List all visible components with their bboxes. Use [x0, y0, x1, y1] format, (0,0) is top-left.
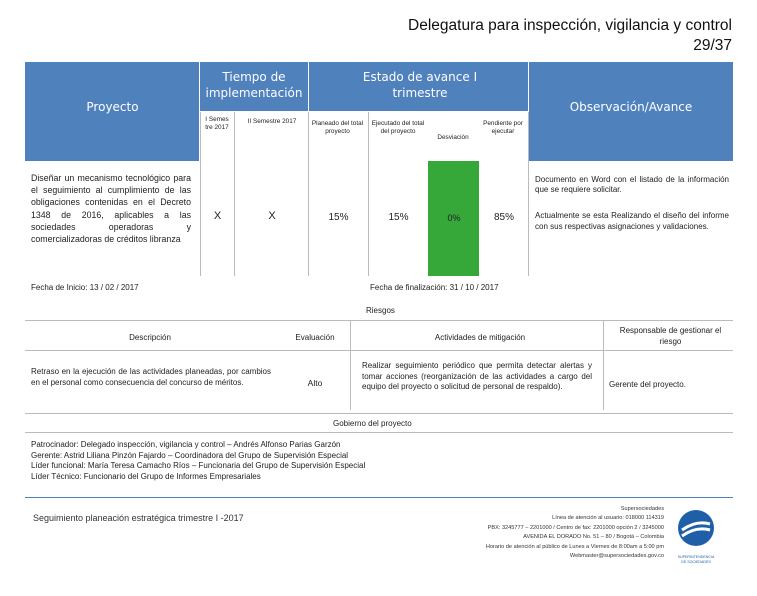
- gobierno-title: Gobierno del proyecto: [333, 419, 412, 428]
- riesgos-col-evaluacion: Evaluación: [295, 333, 335, 342]
- riesgo-evaluacion: Alto: [307, 378, 323, 388]
- sub-planeado: Planeado del total proyecto: [311, 120, 364, 136]
- footer-left-text: Seguimiento planeación estratégica trimestre I -2017: [33, 513, 244, 523]
- planeado-value: 15%: [328, 212, 349, 223]
- sub-semestre1: I Semes tre 2017: [205, 116, 229, 132]
- riesgos-col-responsable: Responsable de gestionar el riesgo: [619, 326, 722, 346]
- col-observacion: Observación/Avance: [569, 100, 693, 114]
- footer-line-3: PBX: 3245777 – 2201000 / Centro de fax: 2201000 opción 2 / 3245000: [487, 524, 664, 531]
- observacion-1: Documento en Word con el listado de la información que se requiere solicitar.: [535, 175, 729, 194]
- sub-pendiente: Pendiente por ejecutar: [483, 120, 523, 136]
- riesgo-actividades: Realizar seguimiento periódico que permita detectar alertas y tomar acciones (reorganización de las actividades a cargo del equipo del proyecto o solicitud de personal de respaldo).: [362, 361, 592, 391]
- sub-semestre2: II Semestre 2017: [247, 118, 297, 125]
- footer-line-6: Webmaster@supersociedades.gov.co: [569, 553, 664, 560]
- gobierno-gerente: Gerente: Astrid Liliana Pinzón Fajardo – Coordinadora del Grupo de Supervisión Especial: [31, 450, 349, 460]
- sub-desviacion: Desviación: [437, 134, 469, 141]
- riesgo-responsable: Gerente del proyecto.: [609, 380, 686, 389]
- gobierno-lider-tecnico: Líder Técnico: Funcionario del Grupo de Informes Empresariales: [31, 471, 261, 481]
- footer-line-2: Línea de atención al usuario: 018000 114319: [552, 515, 664, 522]
- gobierno-list: [31, 440, 365, 482]
- fecha-inicio: Fecha de Inicio: 13 / 02 / 2017: [31, 283, 139, 292]
- col-estado: Estado de avance I trimestre: [362, 70, 478, 100]
- sub-ejecutado: Ejecutado del total del proyecto: [371, 120, 425, 136]
- footer-line-4: AVENIDA EL DORADO No. 51 – 80 / Bogotá – Colombia: [523, 534, 664, 541]
- logo-icon: [672, 508, 720, 550]
- desviacion-value: 0%: [447, 213, 461, 223]
- col-proyecto: Proyecto: [86, 100, 139, 114]
- footer-line: [25, 497, 733, 498]
- project-description: Diseñar un mecanismo tecnológico para el seguimiento al cumplimiento de las obligaciones contenidas en el Decreto 1348 de 2016, aplicables a las sociedades operadoras y comercializadoras de créditos libranza: [31, 173, 191, 245]
- title-text: Delegatura para inspección, vigilancia y control: [408, 17, 732, 34]
- logo-text-1: SUPERINTENDENCIA: [677, 555, 715, 559]
- sem2-mark: X: [268, 210, 276, 222]
- logo-text-2: DE SOCIEDADES: [681, 560, 711, 564]
- riesgos-title: Riesgos: [366, 306, 395, 315]
- page-number: 29/37: [693, 37, 732, 54]
- riesgos-col-descripcion: Descripción: [129, 333, 171, 342]
- gobierno-patrocinador: Patrocinador: Delegado inspección, vigilancia y control – Andrés Alfonso Parias Garzón: [31, 440, 341, 449]
- riesgo-descripcion: Retraso en la ejecución de las actividades planeadas, por cambios en el personal como consecuencia del concurso de méritos.: [31, 367, 271, 387]
- observacion-2: Actualmente se esta Realizando el diseño del informe con sus respectivas asignaciones y validaciones.: [535, 211, 729, 231]
- col-tiempo: Tiempo de implementación: [205, 70, 303, 100]
- riesgos-col-actividades: Actividades de mitigación: [434, 333, 526, 342]
- fecha-finalizacion: Fecha de finalización: 31 / 10 / 2017: [370, 283, 499, 292]
- footer-line-1: Supersociedades: [620, 506, 664, 512]
- ejecutado-value: 15%: [388, 212, 409, 223]
- footer-line-5: Horario de atención al público de Lunes a Viernes de 8:00am a 5:00 pm: [485, 543, 664, 550]
- footer-contact: [364, 505, 664, 561]
- sem1-mark: X: [213, 210, 222, 222]
- supersociedades-logo: [672, 508, 720, 564]
- gobierno-lider-funcional: Líder funcional: María Teresa Camacho Ríos – Funcionaria del Grupo de Supervisión Especial: [31, 461, 366, 470]
- pendiente-value: 85%: [493, 212, 514, 223]
- page-title: [408, 16, 732, 56]
